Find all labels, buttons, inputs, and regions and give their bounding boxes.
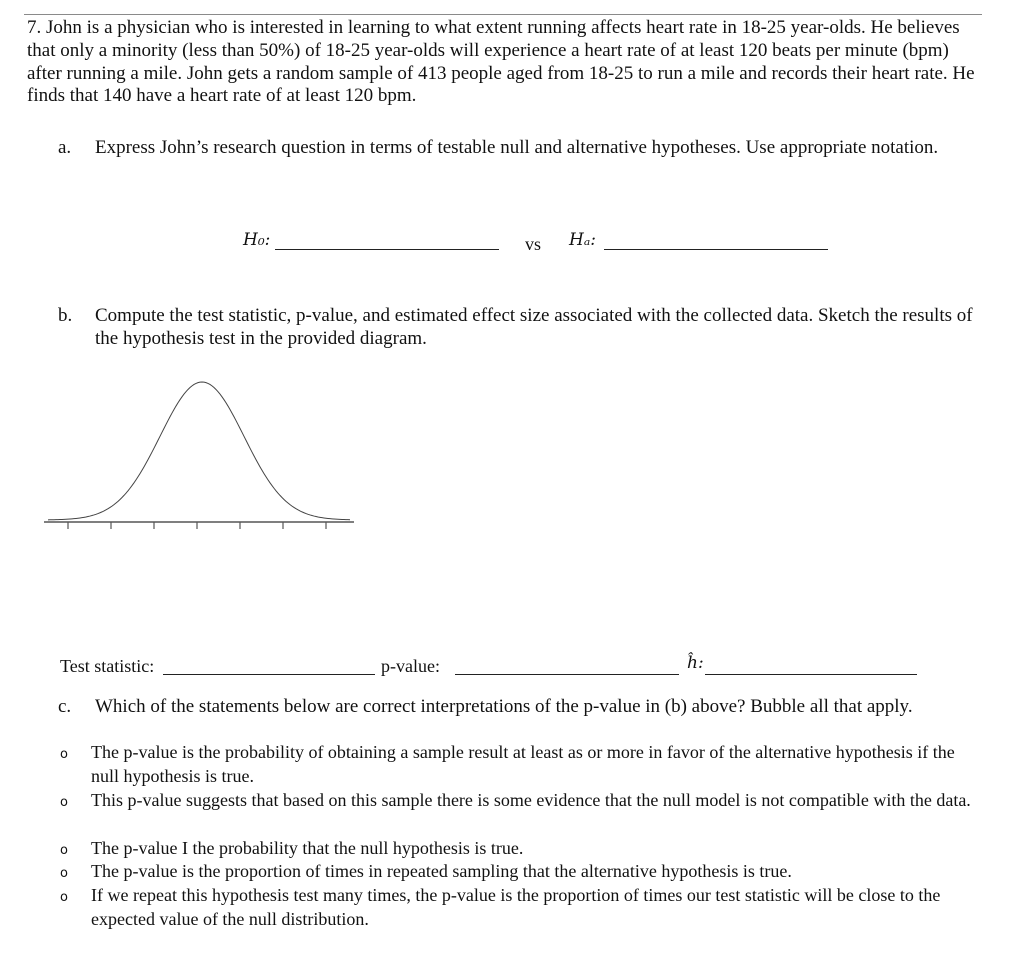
ha-answer-blank[interactable] — [604, 249, 828, 250]
part-a-label: a. — [58, 137, 72, 158]
option-3-bubble[interactable]: o — [60, 843, 68, 858]
test-statistic-label: Test statistic: — [60, 656, 155, 676]
part-c-label: c. — [58, 696, 72, 717]
option-2-text: This p-value suggests that based on this sample there is some evidence that the null model is not compatible with the data. — [91, 790, 971, 810]
test-statistic-blank[interactable] — [163, 674, 375, 675]
h0-label: H₀: — [243, 230, 271, 250]
part-a — [58, 136, 978, 186]
p-value-label: p-value: — [381, 656, 440, 676]
option-5-text: If we repeat this hypothesis test many times, the p-value is the proportion of times our test statistic will be close to the expected value of the null distribution. — [91, 885, 941, 929]
option-5-bubble[interactable]: o — [60, 890, 68, 905]
option-2-bubble[interactable]: o — [60, 795, 68, 810]
option-1-bubble[interactable]: o — [60, 747, 68, 762]
bell-curve — [48, 382, 350, 520]
part-b — [58, 304, 978, 354]
h-hat-blank[interactable] — [705, 674, 917, 675]
h0-answer-blank[interactable] — [275, 249, 499, 250]
ha-label: Hₐ: — [569, 230, 596, 250]
part-b-label: b. — [58, 305, 73, 326]
top-rule — [24, 14, 982, 15]
question-intro: 7. John is a physician who is interested in learning to what extent running affects heart rate in 18-25 year-olds. He believes that only a minority (less than 50%) of 18-25 year-olds will experience a heart rate of at least 120 beats per minute (bpm) after running a mile. John gets a random sample of 413 people aged from 18-25 to run a mile and records their heart rate. He finds that 140 have a heart rate of at least 120 bpm. — [27, 17, 975, 107]
axis-ticks — [68, 522, 326, 529]
h-hat-label: ĥ: — [687, 653, 704, 673]
part-c-text: Which of the statements below are correct interpretations of the p-value in (b) above? Bubble all that apply. — [95, 696, 913, 717]
option-4-text: The p-value is the proportion of times in repeated sampling that the alternative hypothesis is true. — [91, 861, 792, 881]
normal-curve-diagram[interactable] — [40, 372, 360, 532]
part-c — [58, 695, 998, 721]
option-3-text: The p-value I the probability that the null hypothesis is true. — [91, 838, 524, 858]
part-a-text: Express John’s research question in terms of testable null and alternative hypotheses. Use appropriate notation. — [95, 137, 939, 158]
option-1-text: The p-value is the probability of obtaining a sample result at least as or more in favor of the alternative hypothesis if the null hypothesis is true. — [91, 742, 955, 786]
vs-label: vs — [525, 234, 542, 254]
option-4-bubble[interactable]: o — [60, 866, 68, 881]
p-value-blank[interactable] — [455, 674, 679, 675]
part-b-text: Compute the test statistic, p-value, and estimated effect size associated with the collected data. Sketch the results of the hypothesis test in the provided diagram. — [95, 305, 973, 349]
